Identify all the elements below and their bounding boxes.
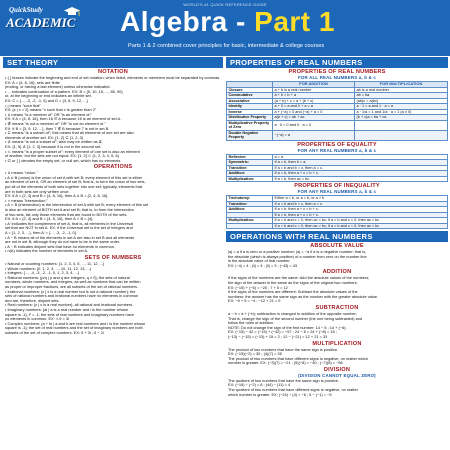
text-line: • n(A) indicates the number of elements in set A.: [5, 248, 89, 254]
text-line: • A ∪ B (union) is the union of set A with set B; every element of this set is either: [5, 174, 143, 180]
text-line: sets of rational numbers and irrational numbers have no elements in common: [5, 293, 139, 299]
text-line: • ∩ means "intersection.": [5, 197, 48, 203]
text-line: EX: {x | x > 2} means "x such that x is greater than 2": [5, 107, 97, 113]
text-line: • Natural or counting numbers: {1, 2, 3, 4, 5, ..., 11, 12, ...}: [5, 260, 105, 266]
text-line: • Whole numbers: {0, 1, 2, 3, ..., 10, 11, 12, 13, ...}: [5, 265, 92, 271]
table-cell: Multiplicative Property of Zero: [227, 120, 273, 130]
text-line: which number is greater. EX: (−24) ÷ (4) = −6 ; 5 ÷ (−1) = −5: [228, 391, 332, 397]
inequality-subheading: FOR ANY REAL NUMBERS a, b & c: [297, 189, 377, 194]
table-cell: a · 1/a = 1 and 1/a · a = 1 (a ≠ 0): [355, 109, 448, 115]
text-line: If the signs of the numbers are different: Subtract the absolute values of the: [228, 289, 358, 295]
text-line: EX: |−4| = 4 ; |4| = 4 ; |3| = 3 ; |−43| = 43: [228, 262, 298, 268]
addition-text: [226, 276, 448, 304]
text-line: A = {1, 2, 3, ...}, then A′ = {..., -3, -2, -1, 0}.: [5, 230, 78, 235]
multiplication-text: [226, 348, 448, 366]
table-cell: Identity: [227, 104, 273, 110]
table-cell: Closure: [227, 87, 273, 93]
title-part: Part 1: [254, 6, 335, 37]
table-cell: Double Negative Property: [227, 130, 273, 140]
table-cell: If a < b and c > 0, then ac < bc; if a < b and c < 0, then ac > bc: [273, 218, 448, 224]
text-line: • A − B means all of the elements in set A are also in set B and all elements: [5, 234, 135, 240]
graduation-cap-icon: [64, 7, 80, 17]
division-subheading: (DIVISION CANNOT EQUAL ZERO): [298, 372, 376, 378]
title-main: Algebra -: [120, 6, 255, 37]
text-line: of another, but the sets are not equal. EX: {1, 2} ⊂ {1, 2, 3, 4, 5, 6}: [5, 153, 119, 159]
table-cell: a = a: [273, 154, 448, 160]
table-cell: Reflexive:: [227, 154, 273, 160]
table-cell: [355, 130, 448, 140]
section-real-properties: PROPERTIES OF REAL NUMBERS: [226, 57, 448, 68]
operations-heading: OPERATIONS: [93, 164, 133, 171]
text-line: • Real numbers: {x | x is a real number}; all rational and irrational numbers.: [5, 302, 134, 308]
multiplication-heading: MULTIPLICATION: [312, 340, 362, 347]
text-line: (−13) − (−15) = (−13) + 15 = 2 ; 12 − (−21) = 12 + 21 = 33: [228, 333, 328, 339]
table-cell: a + 0 = a and 0 + a = a: [273, 104, 355, 110]
text-line: If the signs of the numbers are the same: Add the absolute values of the numbers;: [228, 275, 370, 281]
text-line: • Irrational numbers: {x | x is a real number but is not a rational number}; the: [5, 288, 136, 294]
table-cell: a + (−a) = 0 and (−a) + a = 0: [273, 109, 355, 115]
table-cell: Addition:: [227, 207, 273, 213]
table-cell: ab is a real number: [355, 87, 448, 93]
text-line: • Rational numbers: {p/q | p and q are integers, q ≠ 0}; the sets of natural: [5, 274, 130, 280]
logo-bottom-text: ACADEMIC: [6, 15, 76, 30]
text-line: The quotient of two numbers that have the same sign is positive.: [228, 377, 339, 383]
text-line: subsets of the set of complex numbers. EX: 5 + 3i ; 5 − 2i: [5, 329, 104, 335]
text-line: an element of set A, OR an element of set B; that is, to form the union of two sets,: [5, 179, 146, 185]
text-line: put all of the elements of both sets together into one set; typically, elements that: [5, 184, 143, 190]
text-line: EX: −9 + 5 = −4 ; −12 + 21 = 9: [228, 298, 281, 304]
table-cell: Associative: [227, 98, 273, 104]
table-cell: If a < b and b < c, then a < c.: [273, 201, 448, 207]
real-props-subheading-2: FOR ALL REAL NUMBERS a, b & c: [298, 75, 376, 80]
text-line: EX: C = {..., -3, -2, -1, 0} and D = {3, 6, 9, 12, ...}: [5, 97, 88, 103]
table-cell: Multiplication:: [227, 218, 273, 224]
table-cell: If a = b and b = c, then a = c.: [273, 165, 448, 171]
table-cell: If a = b, then b = a.: [273, 160, 448, 166]
text-line: • A′ indicates the complement of set A, that is, all elements in the Universal: [5, 220, 134, 226]
text-line: NOTE: Do not change the sign of the first number: 14 − 6 ; 14 + (−6).: [228, 324, 347, 330]
text-line: square is -1}; the set of real numbers and the set of imaginary numbers are both: [5, 325, 143, 331]
text-line: • ∪ means "union.": [5, 170, 38, 176]
table-cell: Distributive Property: [227, 115, 273, 121]
text-line: EX: If A = {2, 4} and B = {4, 8, 16}, then A ∪ B = {2, 4, 8, 16}.: [5, 193, 109, 199]
table-cell: Multiplication:: [227, 176, 273, 182]
table-cell: If a = b, then a + c = b + c.: [273, 171, 448, 177]
text-line: as proper or improper fractions, are all subsets of the set of rational numbers.: [5, 283, 138, 289]
text-line: elements of another set. EX: {1, 2} ⊆ {1, 2, 3}: [5, 134, 84, 140]
text-line: numbers, whole numbers, and integers, as well as numbers that can be written: [5, 279, 141, 285]
section-operations-real: OPERATIONS WITH REAL NUMBERS: [226, 231, 448, 242]
section-set-theory: SET THEORY: [3, 57, 223, 68]
table-cell: Trichotomy:: [227, 196, 273, 202]
text-line: • ∉ means "is not a member of" OR "is not an element of.": [5, 120, 106, 126]
text-line: a − b = a + (−b); subtraction is changed to addition of the opposite number;: [228, 310, 357, 316]
text-line: the sign of the answer is the same as the signs of the original two numbers.: [228, 279, 358, 285]
table-row: [227, 223, 448, 229]
page-title: [120, 6, 335, 38]
table-row: [227, 176, 448, 182]
table-cell: a · 1 = a and 1 · a = a: [355, 104, 448, 110]
table-cell: Either a < b, or a = b, or a > b: [273, 196, 448, 202]
division-text: [226, 379, 448, 397]
inequality-heading: PROPERTIES OF INEQUALITY: [294, 183, 380, 189]
text-line: EX: (−15) − 42 = (−15) + (−42) = −57 ; 24 − 8 = 24 + (−8) = 16 ;: [228, 329, 337, 335]
header-banner: [0, 0, 450, 56]
table-cell: (a + b) + c = a + (b + c): [273, 98, 355, 104]
text-line: (ending, or having a last element) unless otherwise indicated.: [5, 84, 111, 90]
text-line: EX: If B = {3, 9, 12, ...}, then 7 ∉ B because 7 is not in set B.: [5, 125, 110, 131]
text-line: • A ∩ B (intersection) is the intersection of set A with set B; every element of this set: [5, 202, 149, 208]
text-line: and are, therefore, disjoint sets.: [5, 297, 60, 303]
notation-list: [3, 76, 223, 163]
notation-heading: NOTATION: [98, 69, 128, 75]
absolute-value-heading: ABSOLUTE VALUE: [310, 243, 364, 249]
table-cell: If a = b, then ac = bc.: [273, 176, 448, 182]
text-line: • ... indicates continuation of a pattern. EX: B = {5, 10, 15, ..., 85, 90}: [5, 88, 123, 94]
text-line: are in both sets are only written once.: [5, 188, 70, 194]
table-cell: If a < b, then a + c < b + c.: [273, 207, 448, 213]
logo-top-text: QuickStudy: [9, 6, 43, 14]
table-cell: If a > b, then a + c > b + c.: [273, 212, 448, 218]
text-line: • A ~ B indicates disjoint sets that have no elements in common.: [5, 243, 116, 249]
real-properties-table: [226, 81, 448, 141]
table-cell: Symmetric:: [227, 160, 273, 166]
text-line: • ∅ or { } denotes the empty set, or null set, which has no elements.: [5, 157, 122, 163]
text-line: EX: (−15)(−2) = 30 ; (4)(7) = 28: [228, 351, 282, 357]
subtraction-text: [226, 312, 448, 340]
text-line: • ∪ means "is a member of" OR "is an element of.": [5, 111, 92, 117]
text-line: the absolute (which is always positive) of a number from zero on the number line: [228, 253, 367, 259]
subtraction-heading: SUBTRACTION: [315, 304, 359, 311]
table-cell: Inverse: [227, 109, 273, 115]
table-cell: (b + c)a = ba + ca: [355, 115, 448, 121]
text-line: • Integers: {..., -4, -3, -2, -1, 0, 1, 2, 3, 4, ...}: [5, 270, 80, 276]
text-line: EX: If A = {4, 8, 16}, then 16 ∈ A because 16 is an element of set A.: [5, 116, 122, 122]
table-cell: FOR MULTIPLICATION: [355, 82, 448, 88]
text-line: The product of two numbers that have different signs is negative, no matter which: [228, 355, 369, 361]
text-line: • | means "such that": [5, 102, 41, 108]
text-line: of two sets, list only those elements that are found in BOTH of the sets.: [5, 211, 128, 217]
text-line: • ⊆ means "is a subset of"; this means that all elements of one set are also: [5, 130, 134, 136]
text-line: • { } braces indicate the beginning and end of set notation; when listed, elements or members must be separated by commas. EX: A = {4, 8, 16}; sets are finite: [5, 75, 221, 85]
table-cell: Transitive:: [227, 165, 273, 171]
text-line: number is greater. EX: (−3)(7) = −21 ; (5)(−8) = −40 ; (−7)(8) = −56: [228, 360, 343, 366]
table-cell: a + b is a real number: [273, 87, 355, 93]
text-line: EX: (−16) ÷ (−2) = 8 ; (44) ÷ (11) = 4: [228, 382, 291, 388]
text-line: The quotient of two numbers that have different signs is negative, no matter: [228, 387, 358, 393]
text-line: are not in set B; although they do not have to be in the same order.: [5, 239, 121, 245]
text-line: is also an element of BOTH set A and set B; that is, to form the intersection: [5, 207, 134, 213]
division-heading: DIVISION: [323, 366, 351, 373]
text-line: or, at the beginning or end indicates an infinite set.: [5, 93, 92, 99]
sets-of-numbers-heading: SETS OF NUMBERS: [84, 254, 142, 261]
table-cell: a(b + c) = ab + ac: [273, 115, 355, 121]
text-line: no elements in common. EX: √-9 = 3i: [5, 316, 69, 322]
text-line: numbers; the answer has the same sign as the number with the greater absolute value.: [228, 293, 379, 299]
absolute-value-text: [226, 250, 448, 268]
table-cell: [227, 223, 273, 229]
table-cell: Commutative: [227, 93, 273, 99]
table-row: [227, 120, 448, 130]
table-cell: [355, 120, 448, 130]
text-line: is the absolute value of that number.: [228, 258, 291, 264]
text-line: • ⊄ means "is not a subset of"; also may be written as ⊈.: [5, 139, 104, 145]
text-line: follow the rules of addition.: [228, 320, 275, 326]
text-line: EX: {1, 5} ⊄ {1, 2, 3} because 5 is not in the second set.: [5, 143, 102, 149]
text-line: square is -1}; i² = -1; the sets of real numbers and imaginary numbers have: [5, 311, 134, 317]
table-cell: Addition:: [227, 171, 273, 177]
table-cell: (ab)c = a(bc): [355, 98, 448, 104]
table-cell: −(−a) = a: [273, 130, 355, 140]
table-cell: If a > b and c > 0, then ac > bc; if a > b and c < 0, then ac < bc: [273, 223, 448, 229]
addition-heading: ADDITION: [322, 269, 352, 276]
numbers-list: [3, 262, 223, 336]
operations-list: [3, 171, 223, 254]
text-line: • ⊂ means "is a proper subset of"; every element of one set is also an element: [5, 148, 140, 154]
text-line: |a| = a if a is zero or a positive number; |a| = −a if a is a negative number; that is,: [228, 249, 367, 254]
top-tagline: WORLD'S #1 QUICK REFERENCE GUIDE: [183, 2, 267, 7]
text-line: EX: If A = {2, 4} and B = {4, 8, 16}, then A ∩ B = {4}.: [5, 216, 94, 222]
real-props-subheading: PROPERTIES OF REAL NUMBERS: [288, 69, 386, 75]
table-row: [227, 130, 448, 140]
table-cell: Transitive:: [227, 201, 273, 207]
text-line: The product of two numbers that have the same sign is positive.: [228, 346, 339, 352]
equality-table: [226, 154, 448, 183]
table-cell: a · 0 = 0 and 0 · a = 0: [273, 120, 355, 130]
left-column: [3, 57, 223, 450]
table-cell: a + b = b + a: [273, 93, 355, 99]
inequality-table: [226, 195, 448, 229]
table-cell: FOR ADDITION: [273, 82, 355, 88]
equality-heading: PROPERTIES OF EQUALITY: [297, 141, 377, 148]
text-line: • Imaginary numbers: {ai | a is a real number and i is the number whose: [5, 306, 129, 312]
text-line: EX: (−15) + (−5) = −20 ; 7 + 5 = 12: [228, 284, 288, 290]
right-column: [226, 57, 448, 450]
equality-subheading: FOR ANY REAL NUMBERS a, b & c: [297, 147, 377, 153]
text-line: set that are NOT in set A. EX: If the Universal set is the set of integers and: [5, 225, 133, 231]
table-cell: ab = ba: [355, 93, 448, 99]
text-line: That is, change the sign of the second number (the one being subtracted) and: [228, 315, 363, 321]
text-line: • Complex numbers: {a + bi | a and b are real numbers and i is the number whose: [5, 320, 146, 326]
quickstudy-logo: [6, 5, 82, 47]
page-subtitle: Parts 1 & 2 combined cover principles for basic, intermediate & college courses: [128, 43, 325, 49]
